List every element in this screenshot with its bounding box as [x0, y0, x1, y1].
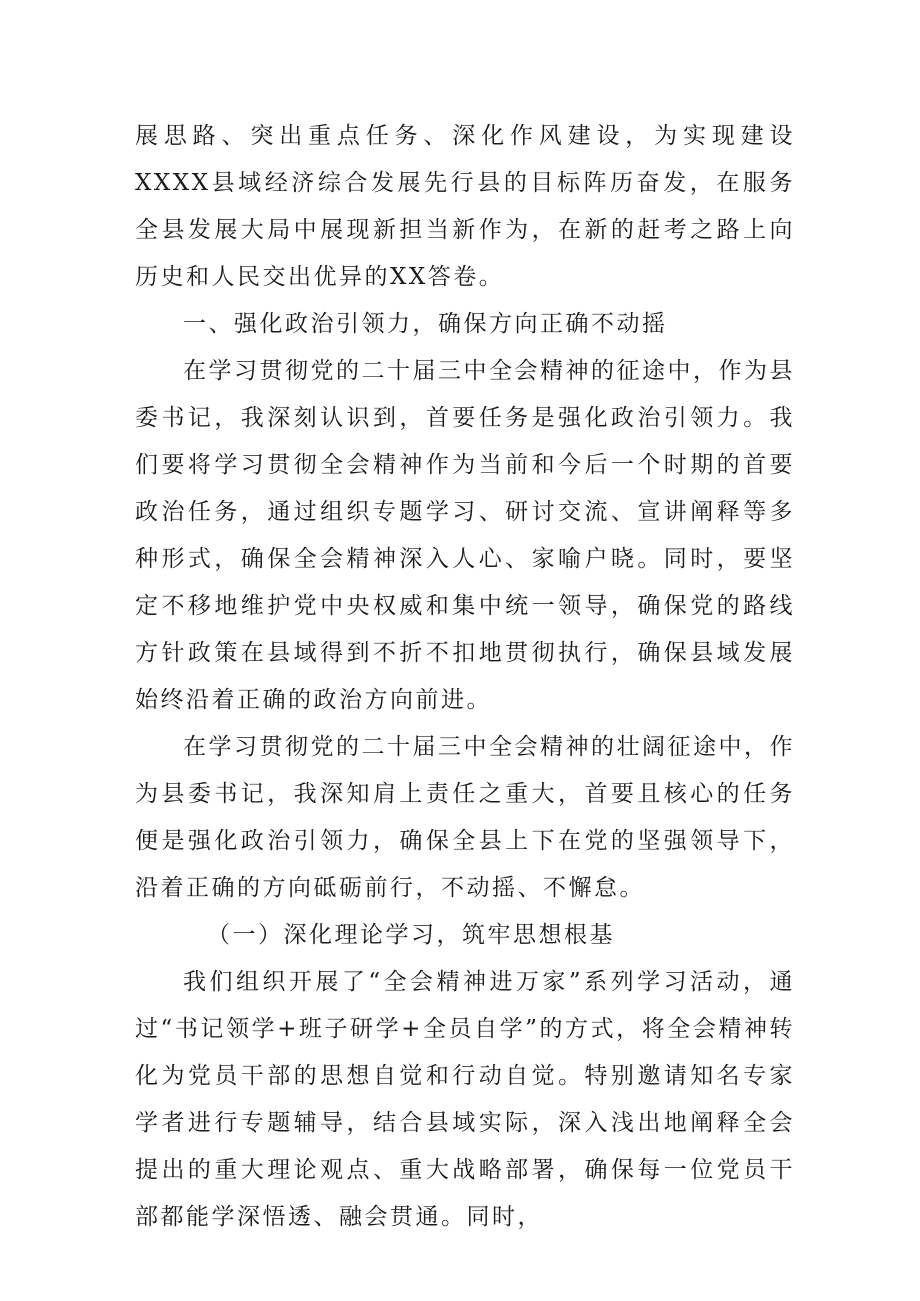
section-heading: 一、强化政治引领力，确保方向正确不动摇 — [183, 311, 668, 337]
paragraph: 在学习贯彻党的二十届三中全会精神的征途中，作为县委书记，我深刻认识到，首要任务是强化政治引领力。我们要将学习贯彻全会精神作为当前和今后一个时期的首要政治任务，通过组织专题学习、研讨交流、宣讲阐释等多种形式，确保全会精神深入人心、家喻户晓。同时，要坚定不移地维护党中央权威和集中统一领导，确保党的路线方针政策在县域得到不折不扣地贯彻执行，确保县域发展始终沿着正确的政治方向前进。 — [135, 358, 795, 713]
subsection-heading: （一）深化理论学习，筑牢思想根基 — [207, 922, 615, 948]
document-body — [135, 113, 795, 1241]
paragraph: 在学习贯彻党的二十届三中全会精神的壮阔征途中，作为县委书记，我深知肩上责任之重大，首要且核心的任务便是强化政治引领力，确保全县上下在党的坚强领导下，沿着正确的方向砥砺前行，不动摇、不懈怠。 — [135, 734, 795, 901]
paragraph: 我们组织开展了“全会精神进万家”系列学习活动，通过“书记领学+班子研学+全员自学”的方式，将全会精神转化为党员干部的思想自觉和行动自觉。特别邀请知名专家学者进行专题辅导，结合县域实际，深入浅出地阐释全会提出的重大理论观点、重大战略部署，确保每一位党员干部都能学深悟透、融会贯通。同时， — [135, 969, 795, 1230]
paragraph-continued: 展思路、突出重点任务、深化作风建设，为实现建设XXXX县域经济综合发展先行县的目标阵历奋发，在服务全县发展大局中展现新担当新作为，在新的赶考之路上向历史和人民交出优异的XX答卷。 — [135, 123, 795, 290]
